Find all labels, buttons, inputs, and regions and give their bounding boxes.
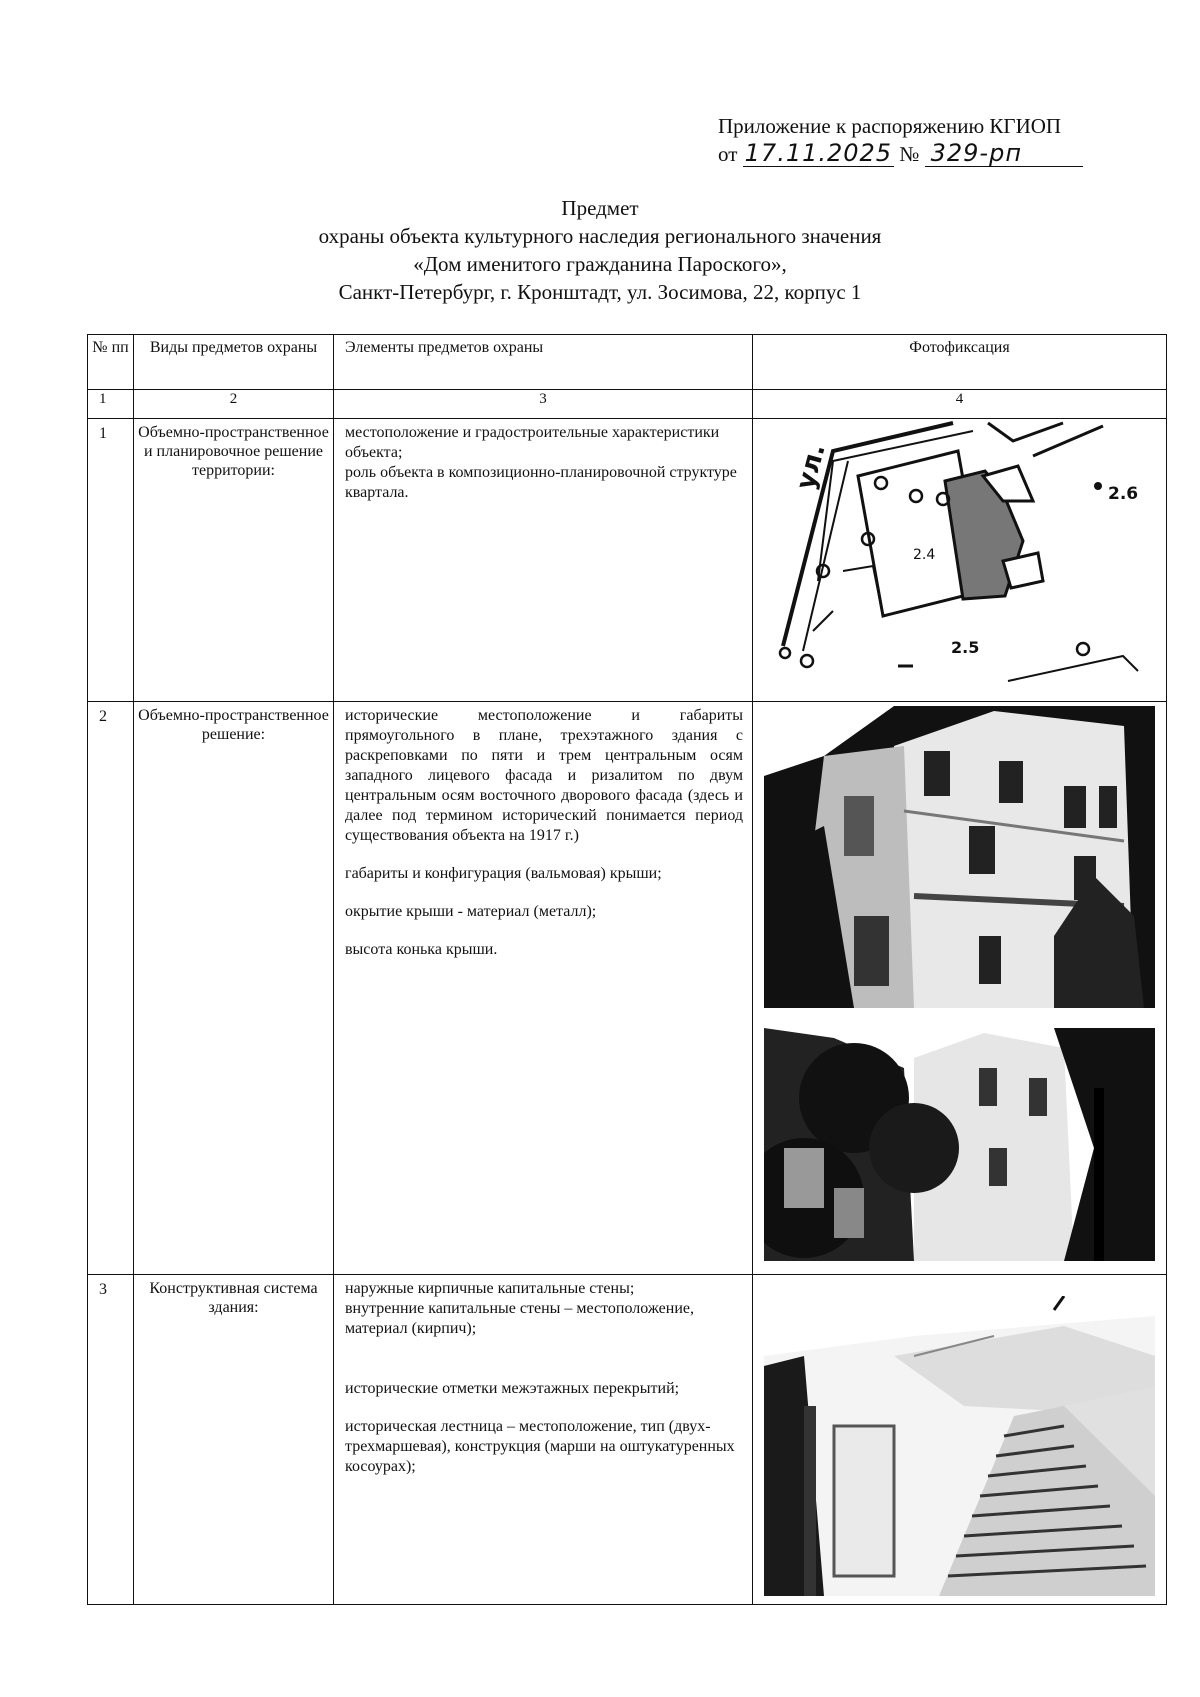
table-row [88, 1275, 1167, 1605]
number-prefix: № [899, 142, 920, 166]
facade-photo-1 [764, 706, 1155, 1008]
header-elements: Элементы предметов охраны [334, 335, 753, 390]
table-row [88, 419, 1167, 702]
row-num: 3 [88, 1275, 134, 1605]
protection-subject-table [87, 334, 1167, 1605]
row-kind: Конструктивная система здания: [134, 1275, 334, 1605]
row-elements [334, 419, 753, 702]
header-num: № пп [88, 335, 134, 390]
facade-photo-2 [764, 1028, 1155, 1261]
table-row [88, 702, 1167, 1275]
date-value: 17.11.2025 [744, 139, 893, 167]
row-kind: Объемно-пространственное и планировочное решение территории: [134, 419, 334, 702]
index-cell-2: 2 [134, 390, 334, 419]
element-item: исторические местоположение и габариты прямоугольного в плане, трехэтажного здания с раскреповками по пяти и трем центральным осям западного лицевого фасада и ризалитом по двум центральным осям восточного дворового фасада (здесь и далее под термином исторический понимается период существования объекта на 1917 г.) [345, 707, 743, 844]
table-index-row [88, 390, 1167, 419]
map-label-street: ул. [790, 440, 832, 493]
map-label-elevation-2: 2.4 [913, 547, 936, 563]
index-cell-1: 1 [88, 390, 134, 419]
title-line-1: Предмет [561, 196, 639, 220]
index-cell-4: 4 [753, 390, 1167, 419]
attachment-line: Приложение к распоряжению КГИОП [718, 114, 1062, 138]
number-value: 329-рп [925, 140, 1083, 167]
header-kind: Виды предметов охраны [134, 335, 334, 390]
row-elements [334, 1275, 753, 1605]
element-item: роль объекта в композиционно-планировочной структуре квартала. [345, 464, 737, 501]
row-num: 1 [88, 419, 134, 702]
photo-cell [753, 1275, 1167, 1605]
element-item: исторические отметки межэтажных перекрытий; [345, 1380, 680, 1397]
table-header-row [88, 335, 1167, 390]
element-item: историческая лестница – местоположение, тип (двух-трехмаршевая), конструкция (марши на оштукатуренных косоурах); [345, 1418, 735, 1475]
element-item: местоположение и градостроительные характеристики объекта; [345, 424, 720, 461]
element-item: внутренние капитальные стены – местоположение, материал (кирпич); [345, 1300, 694, 1337]
staircase-photo [764, 1296, 1155, 1596]
document-title [0, 194, 1200, 306]
title-line-4: Санкт-Петербург, г. Кронштадт, ул. Зосимова, 22, корпус 1 [338, 280, 862, 304]
element-item: высота конька крыши. [345, 941, 498, 958]
element-item: окрытие крыши - материал (металл); [345, 903, 597, 920]
element-item: наружные кирпичные капитальные стены; [345, 1280, 635, 1297]
header-photo: Фотофиксация [753, 335, 1167, 390]
map-label-elevation-3: 2.5 [951, 638, 980, 657]
title-line-3: «Дом именитого гражданина Пароского», [413, 252, 787, 276]
site-plan-image [773, 421, 1151, 691]
attachment-date-line [718, 140, 1083, 168]
element-item: габариты и конфигурация (вальмовая) крыши; [345, 865, 662, 882]
row-kind: Объемно-пространственное решение: [134, 702, 334, 1275]
photo-cell [753, 702, 1167, 1275]
index-cell-3: 3 [334, 390, 753, 419]
title-line-2: охраны объекта культурного наследия регионального значения [318, 224, 882, 248]
photo-cell [753, 419, 1167, 702]
row-elements [334, 702, 753, 1275]
map-label-elevation-1: 2.6 [1108, 484, 1139, 504]
date-prefix: от [718, 142, 738, 166]
attachment-header [718, 112, 1083, 168]
row-num: 2 [88, 702, 134, 1275]
